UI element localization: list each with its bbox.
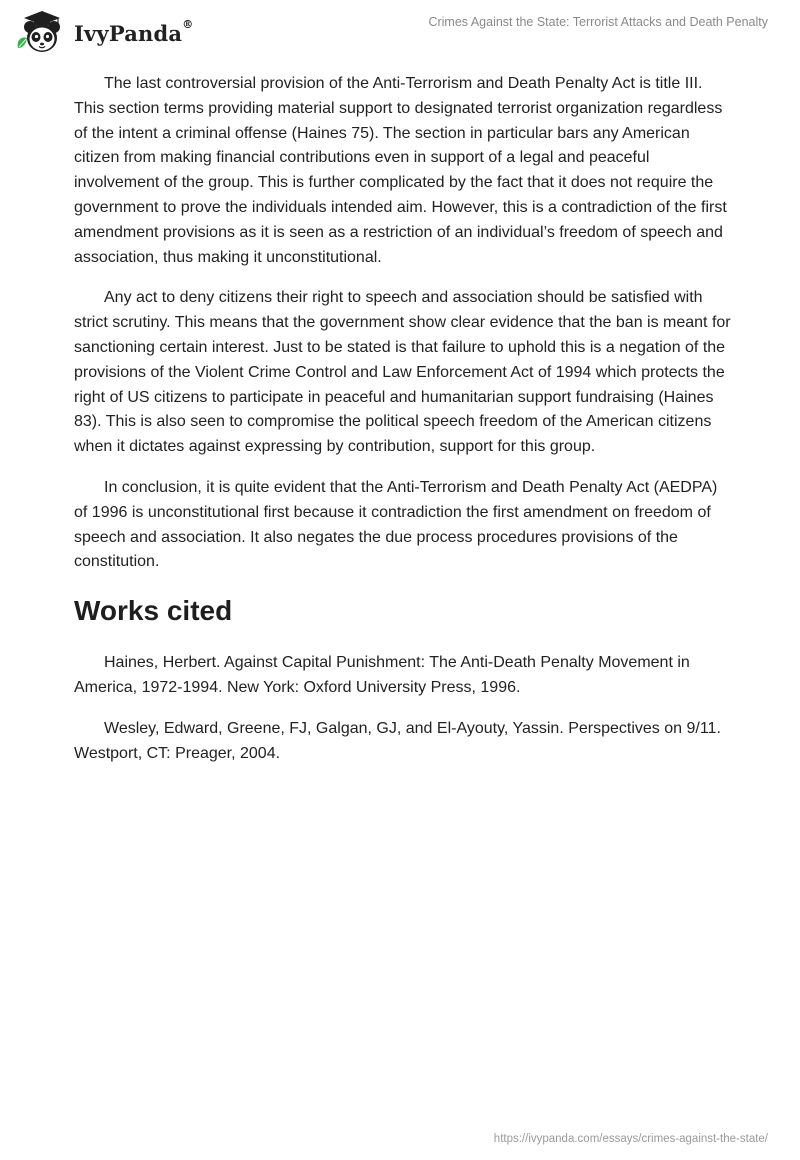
body-paragraph-2: Any act to deny citizens their right to speech and association should be satisfied with strict scrutiny. This means that the government show clear evidence that the ban is meant for sanctioning certain interest. Just to be stated is that failure to uphold this is a negation of the provisions of the Violent Crime Control and Law Enforcement Act of 1994 which protects the right of US citizens to participate in peaceful and humanitarian support fundraising (Haines 83). This is also seen to compromise the political speech freedom of the American citizens when it dictates against expressing by contribution, support for this group. [74, 289, 731, 456]
page-header [0, 0, 800, 60]
source-url-link[interactable]: https://ivypanda.com/essays/crimes-against-the-state/ [493, 1133, 768, 1145]
ivypanda-logo[interactable] [14, 8, 193, 58]
works-cited-heading: Works cited [74, 595, 233, 627]
essay-content [74, 72, 734, 782]
document-title: Crimes Against the State: Terrorist Attacks and Death Penalty [428, 15, 768, 29]
body-paragraph-3: In conclusion, it is quite evident that the Anti-Terrorism and Death Penalty Act (AEDPA) of 1996 is unconstitutional first because it contradiction the first amendment on freedom of speech and association. It also negates the due process procedures provisions of the constitution. [74, 478, 718, 571]
panda-graduate-icon [14, 8, 70, 58]
body-paragraph-1: The last controversial provision of the Anti-Terrorism and Death Penalty Act is title III. This section terms providing material support to designated terrorist organization regardless of the intent a criminal offense (Haines 75). The section in particular bars any American citizen from making financial contributions even in support of a legal and peaceful involvement of the group. This is further complicated by the fact that it does not require the government to prove the individuals intended aim. However, this is a contradiction of the first amendment provisions as it is seen as a restriction of an individual’s freedom of speech and association, thus making it unconstitutional. [74, 75, 727, 266]
citation-entry-1: Haines, Herbert. Against Capital Punishment: The Anti-Death Penalty Movement in America, 1972-1994. New York: Oxford University Press, 1996. [74, 654, 690, 696]
citation-entry-2: Wesley, Edward, Greene, FJ, Galgan, GJ, and El-Ayouty, Yassin. Perspectives on 9/11. Westport, CT: Preager, 2004. [74, 719, 721, 762]
brand-name: IvyPanda® [74, 17, 194, 46]
registered-mark: ® [182, 17, 194, 31]
